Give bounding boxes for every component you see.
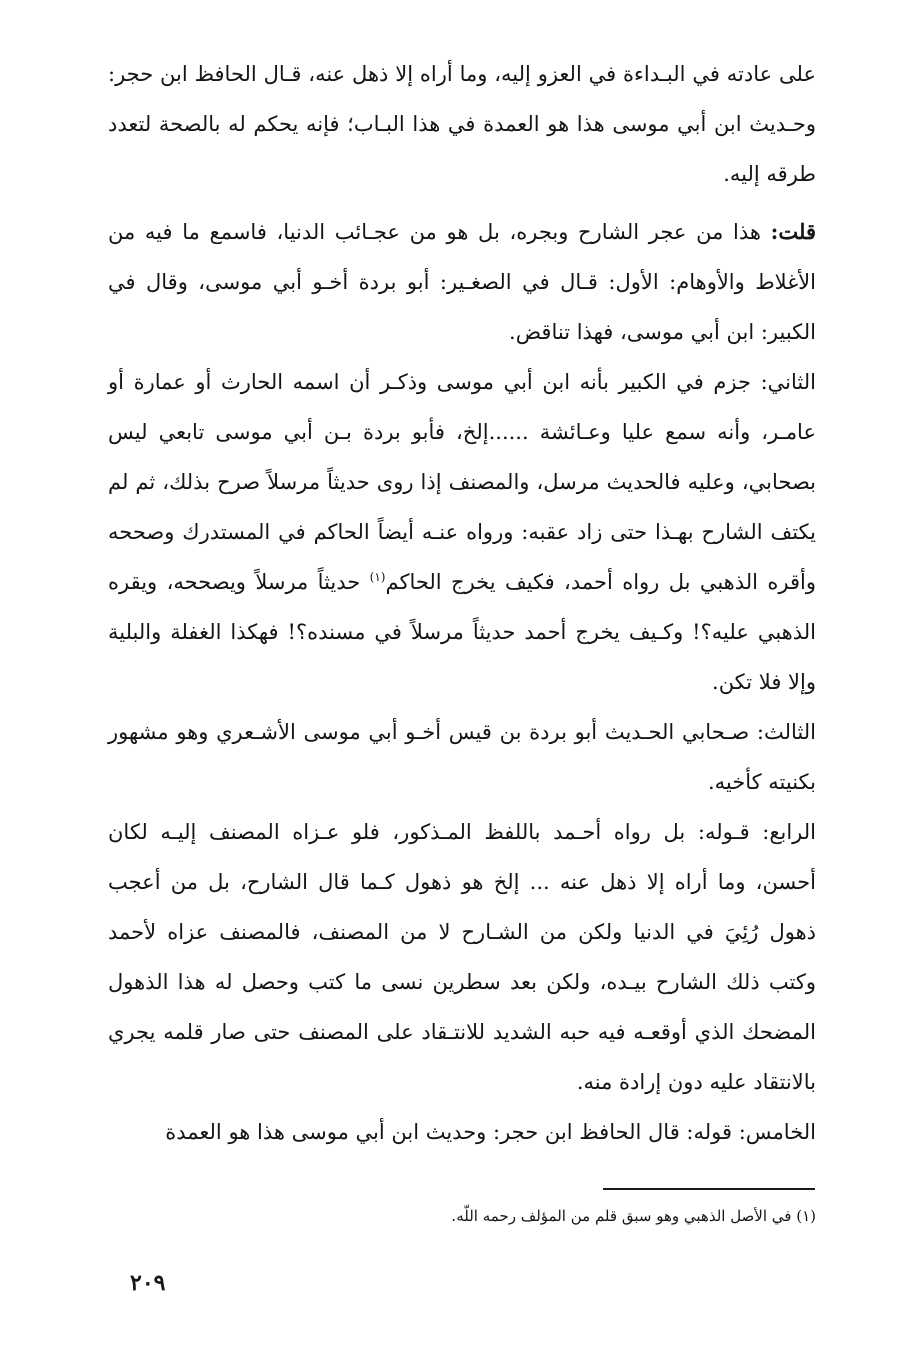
paragraph-5-text: الرابع: قـوله: بل رواه أحـمد باللفظ المـذكور، فلو عـزاه المصنف إليـه لكان أحسن، وما أراه إلا ذهل عنه ... إلخ هو ذهول كـما قال الشارح، بل من أعجب ذهول رُئِيَ في الدنيا ولكن من الشـارح لا من المصنف، فالمصنف عزاه لأحمد وكتب ذلك الشارح بيـده، ولكن بعد سطرين نسى ما كتب وحصل له هذا الذهول المضحك الذي أوقعـه فيه حبه الشديد للانتـقاد على المصنف حتى صار قلمه يجري بالانتقاد عليه دون إرادة منه.: [108, 820, 816, 1094]
paragraph-2: [108, 207, 816, 357]
paragraph-4-text: الثالث: صـحابي الحـديث أبو بردة بن قيس أخـو أبي موسى الأشـعري وهو مشهور بكنيته كأخيه.: [108, 720, 816, 794]
page-number: ٢٠٩: [130, 1270, 166, 1296]
paragraph-3-text-part-2: حديثاً مرسلاً ويصححه، ويقره الذهبي عليه؟! وكـيف يخرج أحمد حديثاً مرسلاً في مسنده؟! فهكذا الغفلة والبلية وإلا فلا تكن.: [108, 570, 816, 694]
footnote: (١) في الأصل الذهبي وهو سبق قلم من المؤلف رحمه اللّه.: [451, 1207, 816, 1225]
footnote-marker: (١): [369, 570, 386, 584]
paragraph-3: [108, 357, 816, 707]
paragraph-5: [108, 807, 816, 1107]
paragraph-6: [108, 1107, 816, 1157]
paragraph-1: [108, 49, 816, 199]
paragraph-2-lead: قلت:: [770, 219, 816, 244]
paragraph-3-text-part-1: الثاني: جزم في الكبير بأنه ابن أبي موسى وذكـر أن اسمه الحارث أو عمارة أو عامـر، وأنه سمع عليا وعـائشة ......إلخ، فأبو بردة بـن أبي موسى تابعي ليس بصحابي، وعليه فالحديث مرسل، والمصنف إذا روى حديثاً مرسلاً صرح بذلك، ثم لم يكتف الشارح بهـذا حتى زاد عقبه: ورواه عنـه أيضاً الحاكم في المستدرك وصححه وأقره الذهبي بل رواه أحمد، فكيف يخرج الحاكم: [108, 370, 816, 594]
paragraph-2-text: هذا من عجر الشارح وبجره، بل هو من عجـائب الدنيا، فاسمع ما فيه من الأغلاط والأوهام: الأول: قـال في الصغـير: أبو بردة أخـو أبي موسى، وقال في الكبير: ابن أبي موسى، فهذا تناقض.: [108, 220, 816, 344]
footnote-divider: [603, 1188, 815, 1190]
paragraph-1-text: على عادته في البـداءة في العزو إليه، وما أراه إلا ذهل عنه، قـال الحافظ ابن حجر: وحـديث ابن أبي موسى هذا هو العمدة في هذا البـاب؛ فإنه يحكم له بالصحة لتعدد طرقه إليه.: [108, 62, 816, 186]
paragraph-6-text: الخامس: قوله: قال الحافظ ابن حجر: وحديث ابن أبي موسى هذا هو العمدة: [165, 1120, 816, 1144]
paragraph-4: [108, 707, 816, 807]
